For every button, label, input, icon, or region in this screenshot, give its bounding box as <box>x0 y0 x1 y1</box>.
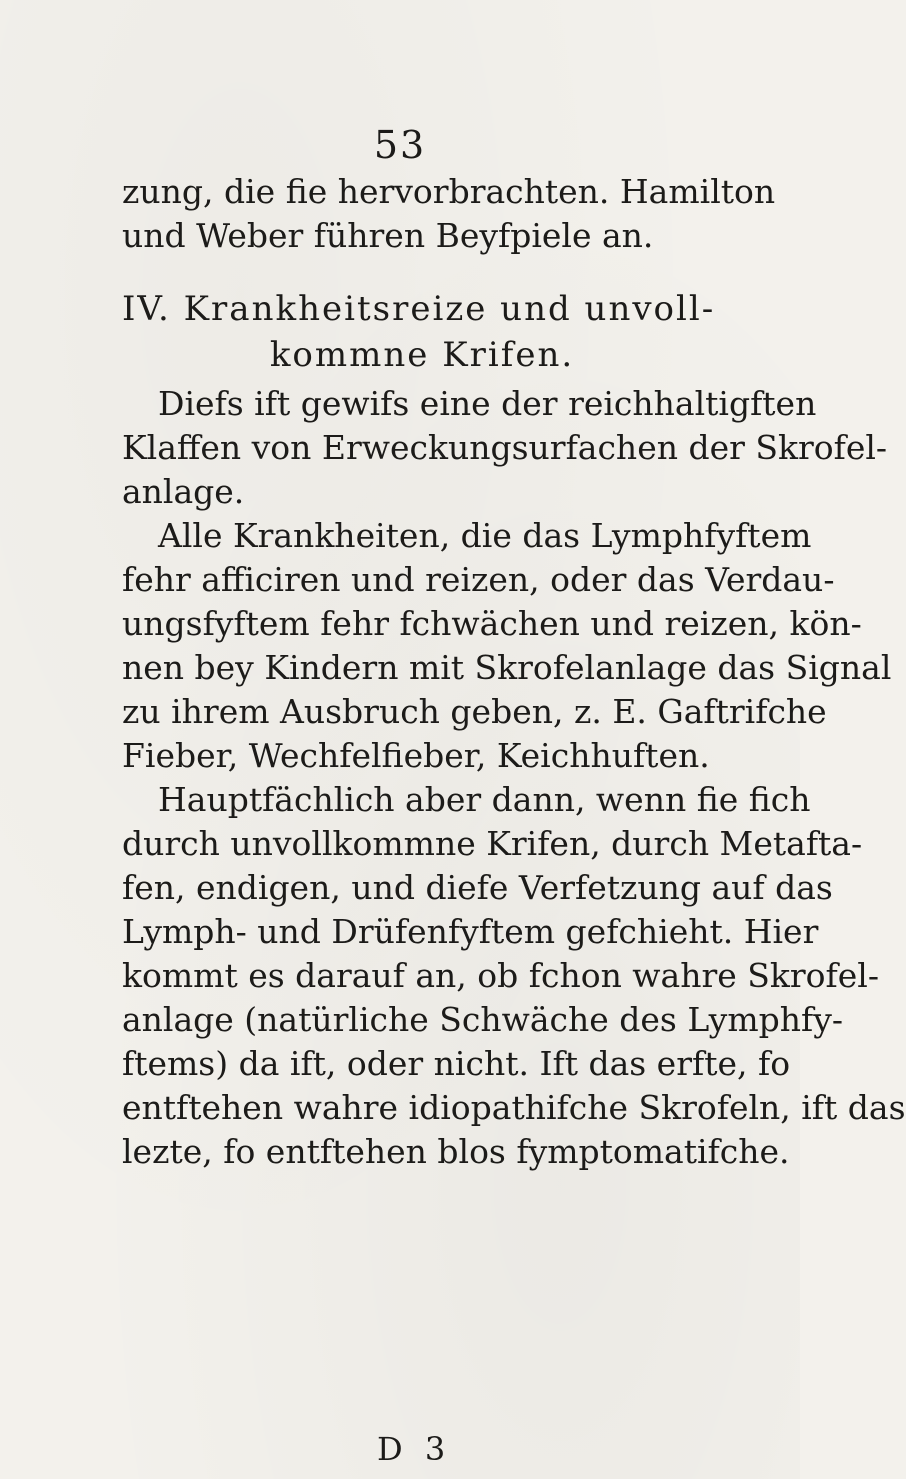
text-line: Klaffen von Erweckungsurfachen der Skrofel- <box>122 428 888 467</box>
text-line: anlage. <box>122 472 245 511</box>
text-line: Alle Krankheiten, die das Lymphfyftem <box>158 516 812 555</box>
text-line: entftehen wahre idiopathifche Skrofeln, ift das <box>122 1088 906 1127</box>
heading-line: kommne Krifen. <box>269 335 575 375</box>
text-line: anlage (natürliche Schwäche des Lymphfy- <box>122 1000 844 1039</box>
spacer <box>122 258 722 286</box>
heading-line: IV. Krankheitsreize und unvoll- <box>122 289 716 329</box>
text-line: durch unvollkommne Krifen, durch Metafta- <box>122 824 863 863</box>
paragraph-1 <box>122 170 776 258</box>
paragraph-4 <box>122 778 906 1174</box>
page-number: 53 <box>373 123 427 167</box>
text-line: lezte, fo entftehen blos fymptomatifche. <box>122 1132 790 1171</box>
page-body <box>122 170 906 1174</box>
text-line: nen bey Kindern mit Skrofelanlage das Signal <box>122 648 892 687</box>
text-line: ftems) da ift, oder nicht. Ift das erfte, fo <box>122 1044 791 1083</box>
text-line: zu ihrem Ausbruch geben, z. E. Gaftrifche <box>122 692 827 731</box>
text-line: Fieber, Wechfelfieber, Keichhuften. <box>122 736 710 775</box>
text-line: kommt es darauf an, ob fchon wahre Skrofel- <box>122 956 879 995</box>
text-line: zung, die fie hervorbrachten. Hamilton <box>122 172 776 211</box>
text-line: und Weber führen Beyfpiele an. <box>122 216 654 255</box>
text-line: Diefs ift gewifs eine der reichhaltigften <box>158 384 817 423</box>
text-line: fen, endigen, und diefe Verfetzung auf das <box>122 868 833 907</box>
text-line: Lymph- und Drüfenfyftem gefchieht. Hier <box>122 912 819 951</box>
text-line: fehr afficiren und reizen, oder das Verdau- <box>122 560 835 599</box>
text-line: ungsfyftem fehr fchwächen und reizen, kön- <box>122 604 862 643</box>
section-heading <box>122 286 722 378</box>
paragraph-3 <box>122 514 892 778</box>
text-line: Hauptfächlich aber dann, wenn fie fich <box>158 780 811 819</box>
paragraph-2 <box>122 382 888 514</box>
signature-mark: D 3 <box>377 1430 452 1468</box>
